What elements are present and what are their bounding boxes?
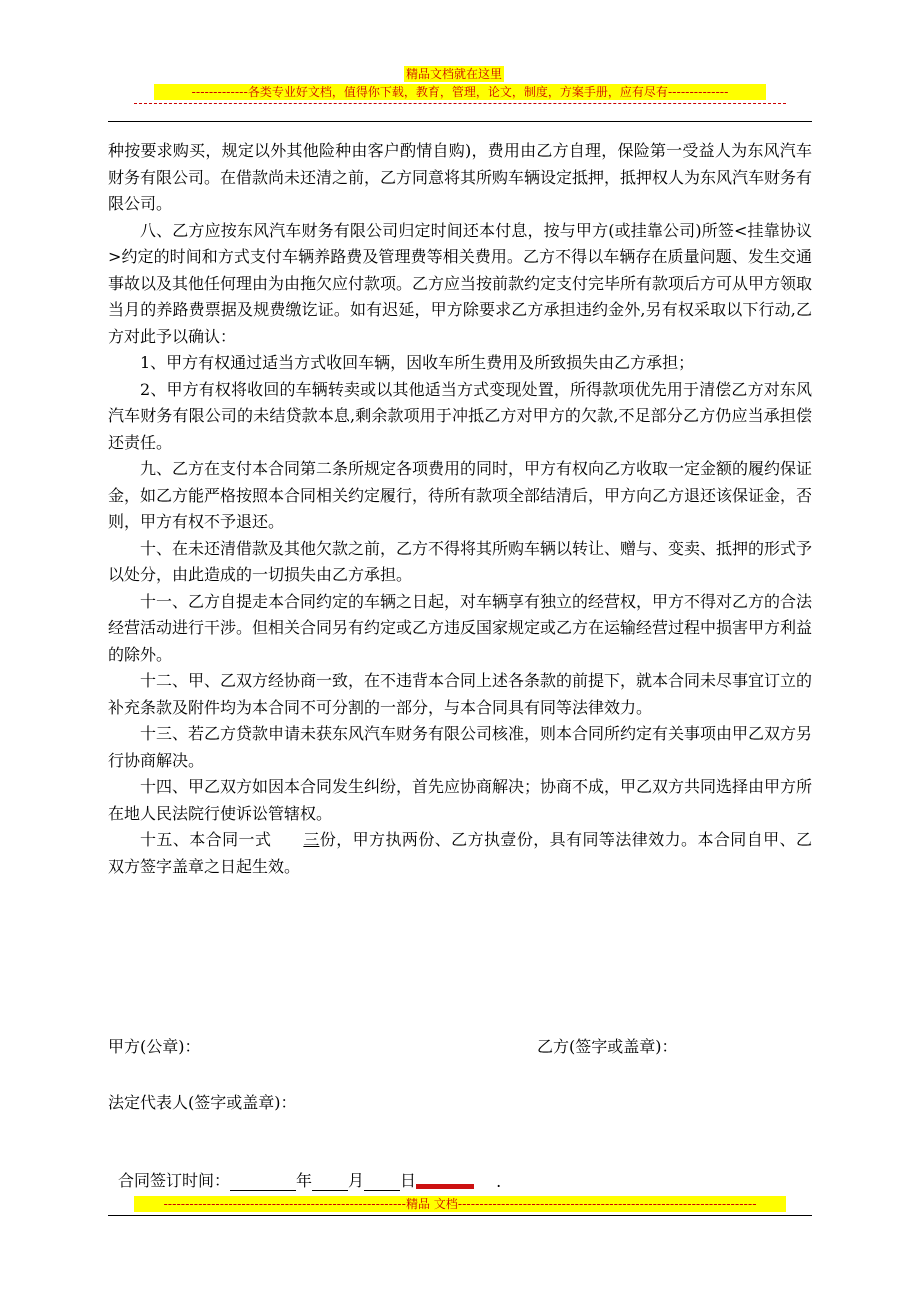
copies-count: 三 [303,830,320,849]
trailing-period: . [496,1172,502,1191]
clause-15-after: 份，甲方执两份、乙方执壹份，具有同等法律效力。本合同自甲、乙双方签字盖章之日起生效。 [108,830,812,876]
red-mark [416,1184,474,1189]
clause-8-item-2: 2、甲方有权将收回的车辆转卖或以其他适当方式变现处置，所得款项优先用于清偿乙方对东风汽车财务有限公司的未结贷款本息,剩余款项用于冲抵乙方对甲方的欠款,不足部分乙方仍应当承担偿还责任。 [108,379,812,452]
header-rule [108,121,812,122]
year-label: 年 [296,1171,313,1190]
year-blank[interactable] [230,1172,296,1191]
clause-12: 十二、甲、乙双方经协商一致，在不违背本合同上述各条款的前提下，就本合同未尽事宜订立的补充条款及附件均为本合同不可分割的一部分，与本合同具有同等法律效力。 [108,671,813,717]
clause-13: 十三、若乙方贷款申请未获东风汽车财务有限公司核准，则本合同所约定有关事项由甲乙双方另行协商解决。 [108,724,813,770]
header-dashed-line [134,103,786,114]
clause-15-before: 十五、本合同一式 [140,830,272,849]
party-a-seal: 甲方(公章)： [108,1037,201,1056]
legal-representative-signature: 法定代表人(签字或盖章)： [108,1093,297,1112]
footer-banner: --------------------------------------------------------精品 文档--------------------------------------------------------------------- [134,1196,786,1212]
clause-10: 十、在未还清借款及其他欠款之前，乙方不得将其所购车辆以转让、赠与、变卖、抵押的形式予以处分，由此造成的一切损失由乙方承担。 [108,538,813,584]
header-title: 精品文档就在这里 [406,67,503,81]
day-label: 日 [400,1171,417,1190]
month-blank[interactable] [312,1172,348,1191]
clause-8-item-1: 1、甲方有权通过适当方式收回车辆，因收车所生费用及所致损失由乙方承担； [140,353,695,372]
contract-body [108,138,812,880]
month-label: 月 [348,1171,365,1190]
paragraph-continuation: 种按要求购买，规定以外其他险种由客户酌情自购)，费用由乙方自理，保险第一受益人为东风汽车财务有限公司。在借款尚未还清之前，乙方同意将其所购车辆设定抵押，抵押权人为东风汽车财务有限公司。 [108,141,813,213]
clause-14: 十四、甲乙双方如因本合同发生纠纷，首先应协商解决；协商不成，甲乙双方共同选择由甲方所在地人民法院行使诉讼管辖权。 [108,777,813,823]
clause-11: 十一、乙方自提走本合同约定的车辆之日起，对车辆享有独立的经营权，甲方不得对乙方的合法经营活动进行干涉。但相关合同另有约定或乙方违反国家规定或乙方在运输经营过程中损害甲方利益的除外。 [108,591,813,664]
clause-8: 八、乙方应按东风汽车财务有限公司归定时间还本付息，按与甲方(或挂靠公司)所签<挂靠协议>约定的时间和方式支付车辆养路费及管理费等相关费用。乙方不得以车辆存在质量问题、发生交通事故以及其他任何理由为由拖欠应付款项。乙方应当按前款约定支付完毕所有款项后方可从甲方领取当月的养路费票据及规费缴讫证。如有迟延，甲方除要求乙方承担违约金外,另有权采取以下行动,乙方对此予以确认： [108,220,813,346]
signing-date-row [118,1168,501,1191]
header-banner: -------------各类专业好文档，值得你下载，教育，管理，论文，制度，方案手册，应有尽有-------------- [154,84,766,100]
footer-rule [108,1215,812,1216]
clause-15 [108,827,812,880]
clause-9: 九、乙方在支付本合同第二条所规定各项费用的同时，甲方有权向乙方收取一定金额的履约保证金，如乙方能严格按照本合同相关约定履行，待所有款项全部结清后，甲方向乙方退还该保证金，否则，甲方有权不予退还。 [108,459,813,531]
signing-date-label: 合同签订时间： [118,1171,231,1190]
day-blank[interactable] [364,1172,400,1191]
party-b-signature: 乙方(签字或盖章)： [537,1037,678,1056]
